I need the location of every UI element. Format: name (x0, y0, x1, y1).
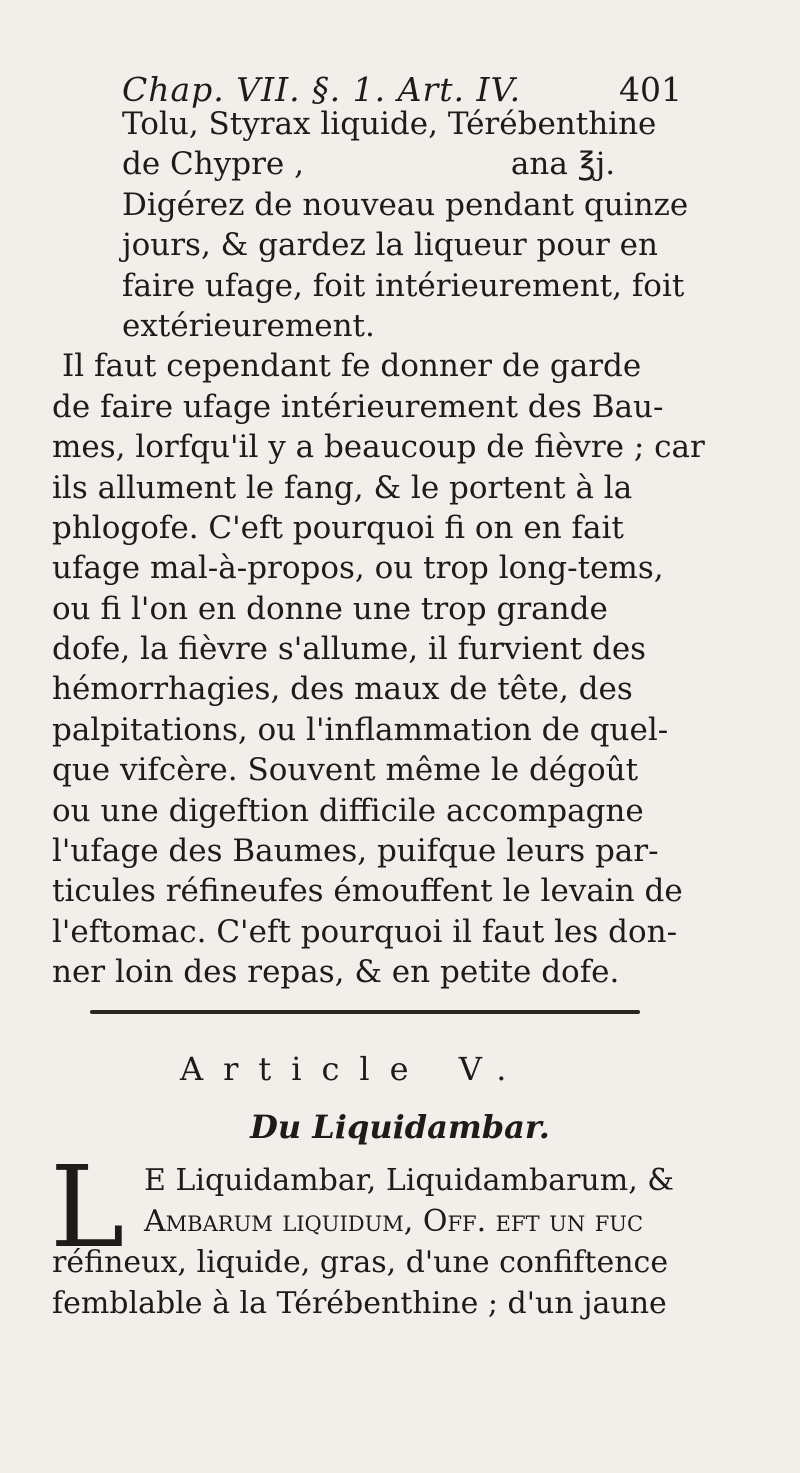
drop-cap: L (50, 1143, 125, 1273)
main-text (52, 104, 705, 993)
text-line: palpitations, ou l'inflammation de quel- (52, 711, 669, 748)
article-subtitle: Du Liquidambar. (250, 1108, 550, 1146)
text-line: Tolu, Styrax liquide, Térébenthine (122, 106, 657, 142)
text-line: faire ufage, foit intérieurement, foit (122, 267, 685, 304)
text-line: Digérez de nouveau pendant quinze (122, 186, 689, 223)
article-text (52, 1160, 672, 1324)
text-line: jours, & gardez la liqueur pour en (122, 227, 658, 264)
text-line: de Chypre , ana ℥j. (122, 146, 616, 183)
text-line: Il faut cependant fe donner de garde (62, 348, 642, 385)
text-line: de faire ufage intérieurement des Bau- (52, 388, 664, 425)
article-heading: Article V. (180, 1050, 527, 1088)
text-line: Ambarum liquidum, Off. eft un fuc (144, 1204, 644, 1239)
text-line: ou fi l'on en donne une trop grande (52, 590, 608, 627)
text-line: E Liquidambar, Liquidambarum, & (144, 1163, 674, 1198)
text-line: que vifcère. Souvent même le dégoût (52, 752, 639, 789)
section-divider (90, 1010, 640, 1014)
page-number: 401 (619, 70, 682, 109)
text-line: réfineux, liquide, gras, d'une confiftence (52, 1245, 669, 1280)
text-line: phlogofe. C'eft pourquoi fi on en fait (52, 509, 624, 546)
text-line: extérieurement. (122, 307, 375, 344)
text-line: ou une digeftion difficile accompagne (52, 792, 644, 829)
text-line: ils allument le fang, & le portent à la (52, 469, 633, 506)
text-line: hémorrhagies, des maux de tête, des (52, 671, 633, 708)
running-title: Chap. VII. §. 1. Art. IV. (122, 70, 522, 109)
text-line: l'eftomac. C'eft pourquoi il faut les don- (52, 913, 678, 950)
text-line: ner loin des repas, & en petite dofe. (52, 954, 620, 991)
text-line: l'ufage des Baumes, puifque leurs par- (52, 833, 659, 870)
text-line: mes, lorfqu'il y a beaucoup de fièvre ; car (52, 429, 705, 466)
text-line: dofe, la fièvre s'allume, il furvient des (52, 631, 647, 668)
text-line: femblable à la Térébenthine ; d'un jaune (52, 1286, 667, 1321)
text-line: ufage mal-à-propos, ou trop long-tems, (52, 550, 664, 587)
text-line: ticules réfineufes émouffent le levain de (52, 873, 683, 910)
